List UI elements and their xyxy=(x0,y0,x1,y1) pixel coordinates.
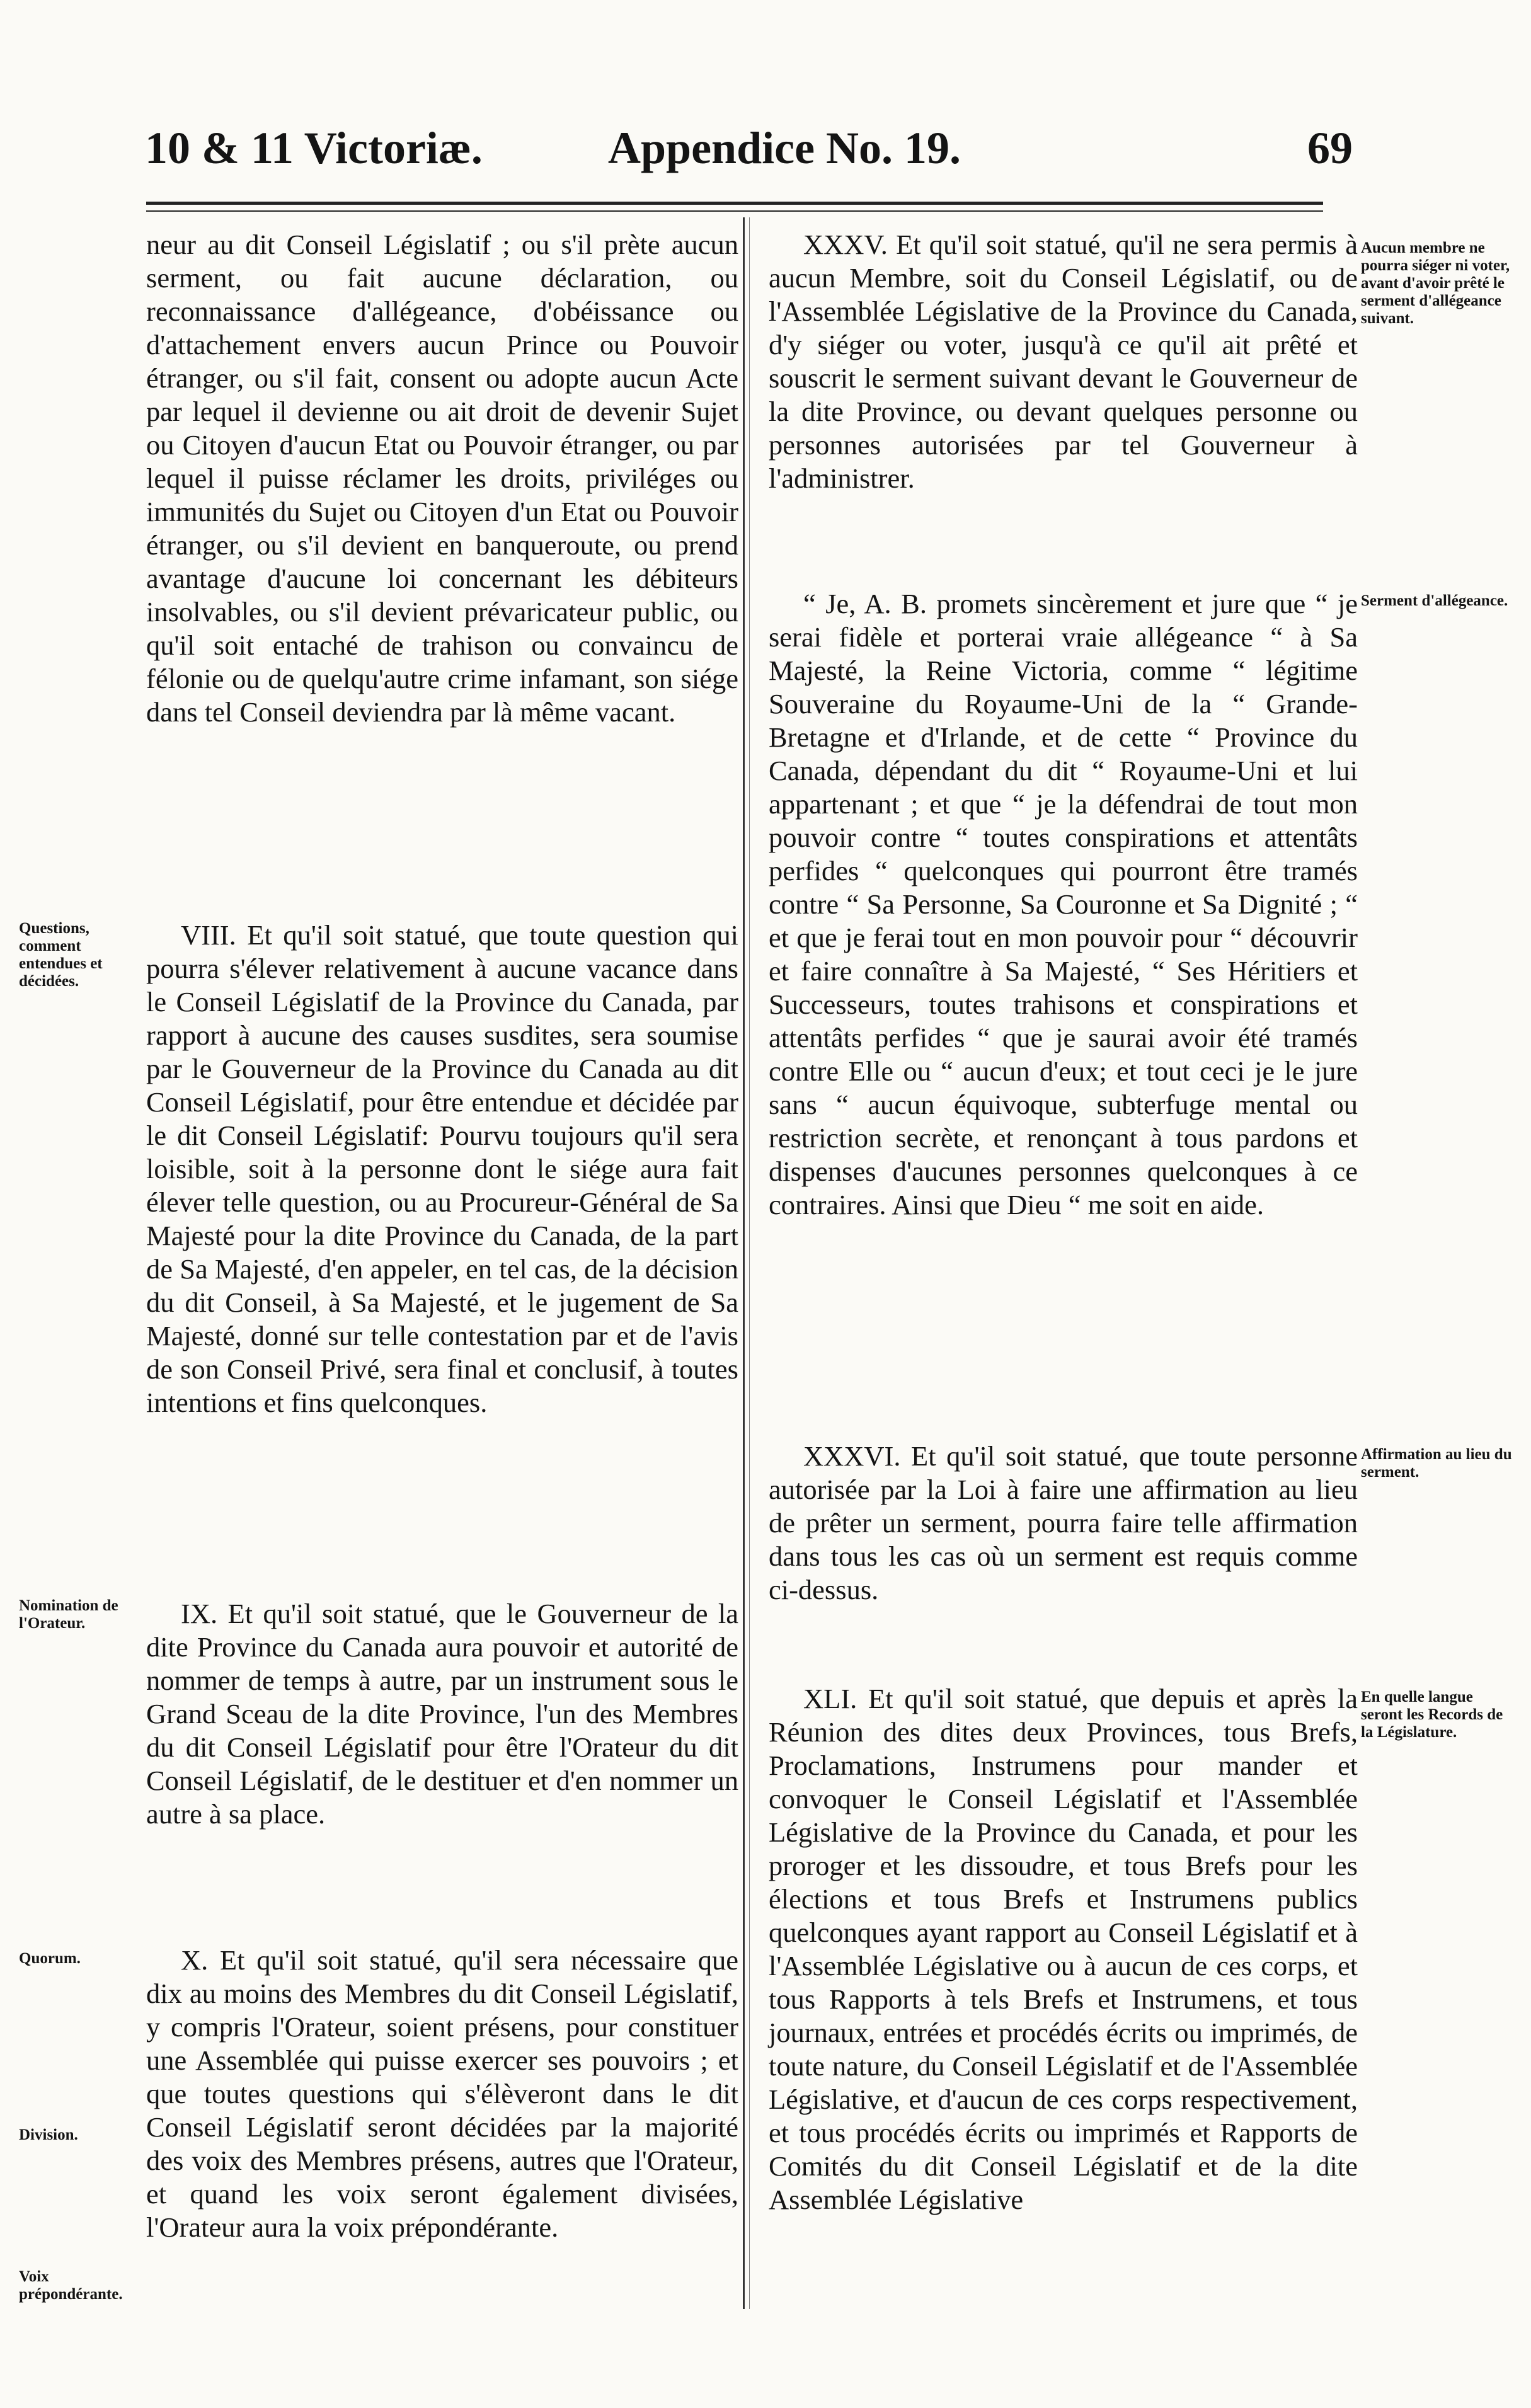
header-rule-thin xyxy=(146,210,1323,212)
right-paragraph-section-xli: XLI. Et qu'il soit statué, que depuis et après la Réunion des dites deux Provinces, tous Brefs, Proclamations, Instrumens pour mander et convoquer le Conseil Législatif et l'Assemblée Législative de la Province du Canada, et pour les proroger et les dissoudre, et tous Brefs pour les élections et tous Brefs et Instrumens publics quelconques ayant rapport au Conseil Législatif et à l'Assemblée Législative ou à aucun de ces corps, et tous Rapports à tels Brefs et Instrumens, et tous journaux, entrées et procédés écrits ou imprimés, de toute nature, du Conseil Législatif et de l'Assemblée Législative, et d'aucun de ces corps respectivement, et tous procédés écrits ou imprimés et Rapports de Comités du dit Conseil Législatif et de la dite Assemblée Législative xyxy=(769,1683,1358,2215)
right-paragraph-section-xxxv: XXXV. Et qu'il soit statué, qu'il ne sera permis à aucun Membre, soit du Conseil Législatif, ou de l'Assemblée Législative de la Province du Canada, d'y siéger ou voter, jusqu'à ce qu'il ait prêté et souscrit le serment suivant devant le Gouverneur de la dite Province, ou devant quelques personne ou personnes autorisées par tel Gouverneur à l'administrer. xyxy=(769,229,1358,494)
left-paragraph-section-x: X. Et qu'il soit statué, qu'il sera nécessaire que dix au moins des Membres du dit Conseil Législatif, y compris l'Orateur, soient présens, pour constituer une Assemblée qui puisse exercer ses pouvoirs ; et que toutes questions qui s'élèveront dans le dit Conseil Législatif seront décidées par la majorité des voix des Membres présens, autres que l'Orateur, et quand les voix seront également divisées, l'Orateur aura la voix prépondérante. xyxy=(146,1944,738,2243)
margin-note-affirmation: Affirmation au lieu du serment. xyxy=(1361,1446,1512,1481)
right-paragraph-oath: “ Je, A. B. promets sincèrement et jure que “ je serai fidèle et porterai vraie allégeance “ à Sa Majesté, la Reine Victoria, comme “ légitime Souveraine du Royaume-Uni de la “ Grande-Bretagne et d'Irlande, et de cette “ Province du Canada, dépendant du dit “ Royaume-Uni et lui appartenant ; et que “ je la défendrai de tout mon pouvoir contre “ toutes conspirations et attentâts perfides “ quelconques qui pourront être tramés contre “ Sa Personne, Sa Couronne et Sa Dignité ; “ et que je ferai tout en mon pouvoir pour “ découvrir et faire connaître à Sa Majesté, “ Ses Héritiers et Successeurs, toutes trahisons et conspirations et attentâts perfides “ que je saurai avoir été tramés contre Elle ou “ aucun d'eux; et tout ceci je le jure sans “ aucun équivoque, subterfuge mental ou restriction secrète, et renonçant à tous pardons et dispenses d'aucunes personnes quelconques à ce contraires. Ainsi que Dieu “ me soit en aide. xyxy=(769,588,1358,1220)
header-center: Appendice No. 19. xyxy=(608,123,961,173)
margin-note-nomination: Nomination de l'Orateur. xyxy=(19,1597,118,1632)
right-paragraph-section-xxxvi: XXXVI. Et qu'il soit statué, que toute personne autorisée par la Loi à faire une affirmation au lieu de prêter un serment, pourra faire telle affirmation dans tous les cas où un serment est requis comme ci-dessus. xyxy=(769,1440,1358,1605)
left-paragraph-1: neur au dit Conseil Législatif ; ou s'il prète aucun serment, ou fait aucune déclaration, ou reconnaissance d'allégeance, d'obéissance ou d'attachement envers aucun Prince ou Pouvoir étranger, ou s'il fait, consent ou adopte aucun Acte par lequel il devienne ou ait droit de devenir Sujet ou Citoyen d'aucun Etat ou Pouvoir étranger, ou par lequel il puisse réclamer les droits, priviléges ou immunités du Sujet ou Citoyen d'un Etat ou Pouvoir étranger, ou s'il devient en banqueroute, ou prend avantage d'aucune loi concernant les débiteurs insolvables, ou s'il devient prévaricateur public, ou qu'il soit entaché de trahison ou convaincu de félonie ou de quelqu'autre crime infamant, son siége dans tel Conseil deviendra par là même vacant. xyxy=(146,229,738,728)
margin-note-langue: En quelle langue seront les Records de la Législature. xyxy=(1361,1688,1503,1741)
header-left: 10 & 11 Victoriæ. xyxy=(145,123,483,173)
column-divider xyxy=(743,217,745,2309)
left-paragraph-section-viii: VIII. Et qu'il soit statué, que toute question qui pourra s'élever relativement à aucune vacance dans le Conseil Législatif de la Province du Canada, par rapport à aucune des causes susdites, sera soumise par le Gouverneur de la Province du Canada au dit Conseil Législatif, pour être entendue et décidée par le dit Conseil Législatif: Pourvu toujours qu'il sera loisible, soit à la personne dont le siége aura fait élever telle question, ou au Procureur-Général de Sa Majesté pour la dite Province du Canada, de la part de Sa Majesté, d'en appeler, en tel cas, de la décision du dit Conseil, à Sa Majesté, et le jugement de Sa Majesté, donné sur telle contestation par et de l'avis de son Conseil Privé, sera final et conclusif, à toutes intentions et fins quelconques. xyxy=(146,919,738,1418)
margin-note-quorum: Quorum. xyxy=(19,1950,81,1967)
margin-note-questions: Questions, comment entendues et décidées. xyxy=(19,920,103,990)
header-rule-thick xyxy=(146,202,1323,205)
margin-note-serment: Serment d'allégeance. xyxy=(1361,592,1508,609)
margin-note-aucun-membre: Aucun membre ne pourra siéger ni voter, avant d'avoir prêté le serment d'allégeance suivant. xyxy=(1361,239,1510,327)
margin-note-division: Division. xyxy=(19,2126,78,2143)
left-paragraph-section-ix: IX. Et qu'il soit statué, que le Gouverneur de la dite Province du Canada aura pouvoir et autorité de nommer de temps à autre, par un instrument sous le Grand Sceau de la dite Province, l'un des Membres du dit Conseil Législatif pour être l'Orateur du dit Conseil Législatif, de le destituer et d'en nommer un autre à sa place. xyxy=(146,1598,738,1830)
running-header xyxy=(0,113,1531,183)
margin-note-voix: Voix prépondérante. xyxy=(19,2268,123,2303)
page-number: 69 xyxy=(1307,123,1353,173)
column-divider-thin xyxy=(749,217,750,2309)
